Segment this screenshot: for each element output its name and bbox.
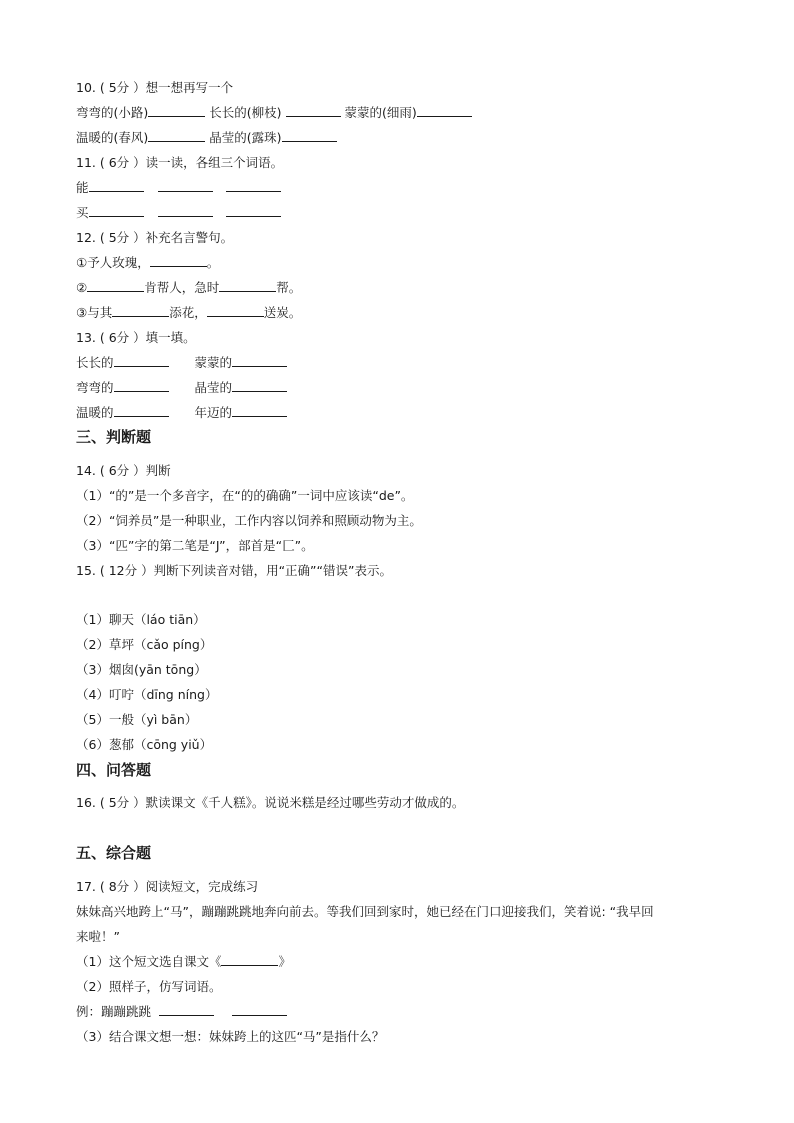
- answer-blank[interactable]: [417, 104, 472, 117]
- q10-item-2: 长长的(柳枝): [209, 105, 282, 120]
- q10-item-4: 温暖的(春风): [76, 130, 149, 145]
- q12-text: 添花，: [169, 305, 207, 320]
- q12-heading: 12. ( 5分 ）补充名言警句。: [76, 230, 234, 245]
- answer-blank[interactable]: [114, 404, 169, 417]
- answer-blank[interactable]: [207, 304, 264, 317]
- answer-blank[interactable]: [232, 404, 287, 417]
- q10-item-5: 晶莹的(露珠): [209, 130, 282, 145]
- q12-text: 送炭。: [263, 305, 302, 320]
- answer-blank[interactable]: [148, 104, 205, 117]
- q17-sub-2: （2）照样子，仿写词语。: [76, 979, 222, 994]
- answer-blank[interactable]: [112, 304, 169, 317]
- answer-blank[interactable]: [219, 279, 276, 292]
- q17-passage-line-2: 来啦！”: [76, 929, 120, 944]
- q11-char-1: 能: [76, 180, 89, 195]
- q10-item-1: 弯弯的(小路): [76, 105, 149, 120]
- q17-text: （1）这个短文选自课文《: [76, 954, 222, 969]
- q14-statement-2: （2）“饲养员”是一种职业，工作内容以饲养和照顾动物为主。: [76, 513, 422, 528]
- answer-blank[interactable]: [150, 254, 207, 267]
- q11-heading: 11. ( 6分 ）读一读，各组三个词语。: [76, 155, 284, 170]
- q11-row-2: [76, 204, 281, 222]
- q13-row-2: [76, 379, 287, 397]
- q15-item: （6）葱郁（cōng yiǔ）: [76, 737, 213, 752]
- section-heading-qa: 四、问答题: [76, 761, 152, 779]
- answer-blank[interactable]: [282, 129, 337, 142]
- q17-example: 例：蹦蹦跳跳: [76, 1004, 152, 1019]
- q13-row-1: [76, 354, 287, 372]
- q12-text: ①予人玫瑰，: [76, 255, 150, 270]
- section-heading-judgement: 三、判断题: [76, 428, 152, 446]
- answer-blank[interactable]: [114, 379, 169, 392]
- q15-item: （5）一般（yì bān）: [76, 712, 198, 727]
- answer-blank[interactable]: [286, 104, 341, 117]
- q15-heading: 15. ( 12分 ）判断下列读音对错，用“正确”“错误”表示。: [76, 563, 392, 578]
- q16-heading: 16. ( 5分 ）默读课文《千人糕》。说说米糕是经过哪些劳动才做成的。: [76, 795, 465, 810]
- q12-line-2: [76, 279, 301, 297]
- q13-word: 年迈的: [194, 405, 233, 420]
- q12-text: ②: [76, 280, 88, 295]
- answer-blank[interactable]: [89, 179, 144, 192]
- answer-blank[interactable]: [232, 379, 287, 392]
- answer-blank[interactable]: [87, 279, 144, 292]
- q14-heading: 14. ( 6分 ）判断: [76, 463, 171, 478]
- q12-text: 帮。: [276, 280, 302, 295]
- q13-heading: 13. ( 6分 ）填一填。: [76, 330, 196, 345]
- q13-word: 晶莹的: [194, 380, 233, 395]
- q13-row-3: [76, 404, 287, 422]
- answer-blank[interactable]: [159, 1003, 214, 1016]
- q17-text: 》: [278, 954, 291, 969]
- answer-blank[interactable]: [158, 179, 213, 192]
- answer-blank[interactable]: [221, 953, 278, 966]
- q11-row-1: [76, 179, 281, 197]
- q10-line-2: [76, 129, 337, 147]
- q12-line-3: [76, 304, 301, 322]
- q12-text: 肯帮人，急时: [144, 280, 220, 295]
- answer-blank[interactable]: [226, 179, 281, 192]
- q11-char-2: 买: [76, 205, 89, 220]
- q13-word: 弯弯的: [76, 380, 114, 395]
- q10-item-3: 蒙蒙的(细雨): [344, 105, 417, 120]
- q12-text: 。: [206, 255, 220, 270]
- answer-blank[interactable]: [232, 1003, 287, 1016]
- q13-word: 温暖的: [76, 405, 114, 420]
- q14-statement-3: （3）“匹”字的第二笔是“J”，部首是“匚”。: [76, 538, 314, 553]
- q13-word: 蒙蒙的: [194, 355, 233, 370]
- q17-heading: 17. ( 8分 ）阅读短文，完成练习: [76, 879, 259, 894]
- answer-blank[interactable]: [89, 204, 144, 217]
- q12-text: ③与其: [76, 305, 113, 320]
- q17-sub-1: [76, 953, 291, 971]
- answer-blank[interactable]: [114, 354, 169, 367]
- answer-blank[interactable]: [148, 129, 205, 142]
- q15-item: （3）烟囱(yān tōng）: [76, 662, 207, 677]
- q10-heading: 10. ( 5分 ）想一想再写一个: [76, 80, 234, 95]
- q15-item: （1）聊天（láo tiān）: [76, 612, 206, 627]
- section-heading-comprehensive: 五、综合题: [76, 844, 152, 862]
- q17-example-line: [76, 1003, 287, 1021]
- q10-line-1: [76, 104, 472, 122]
- answer-blank[interactable]: [226, 204, 281, 217]
- answer-blank[interactable]: [232, 354, 287, 367]
- q17-passage-line-1: 妹妹高兴地跨上“马”，蹦蹦跳跳地奔向前去。等我们回到家时，她已经在门口迎接我们，笑着说: “我早回: [76, 904, 654, 919]
- q15-item: （4）叮咛（dīng níng）: [76, 687, 218, 702]
- q13-word: 长长的: [76, 355, 114, 370]
- q15-item: （2）草坪（cǎo píng）: [76, 637, 213, 652]
- q12-line-1: [76, 254, 219, 272]
- q17-sub-3: （3）结合课文想一想：妹妹跨上的这匹“马”是指什么？: [76, 1029, 385, 1044]
- q14-statement-1: （1）“的”是一个多音字，在“的的确确”一词中应该读“de”。: [76, 488, 414, 503]
- answer-blank[interactable]: [158, 204, 213, 217]
